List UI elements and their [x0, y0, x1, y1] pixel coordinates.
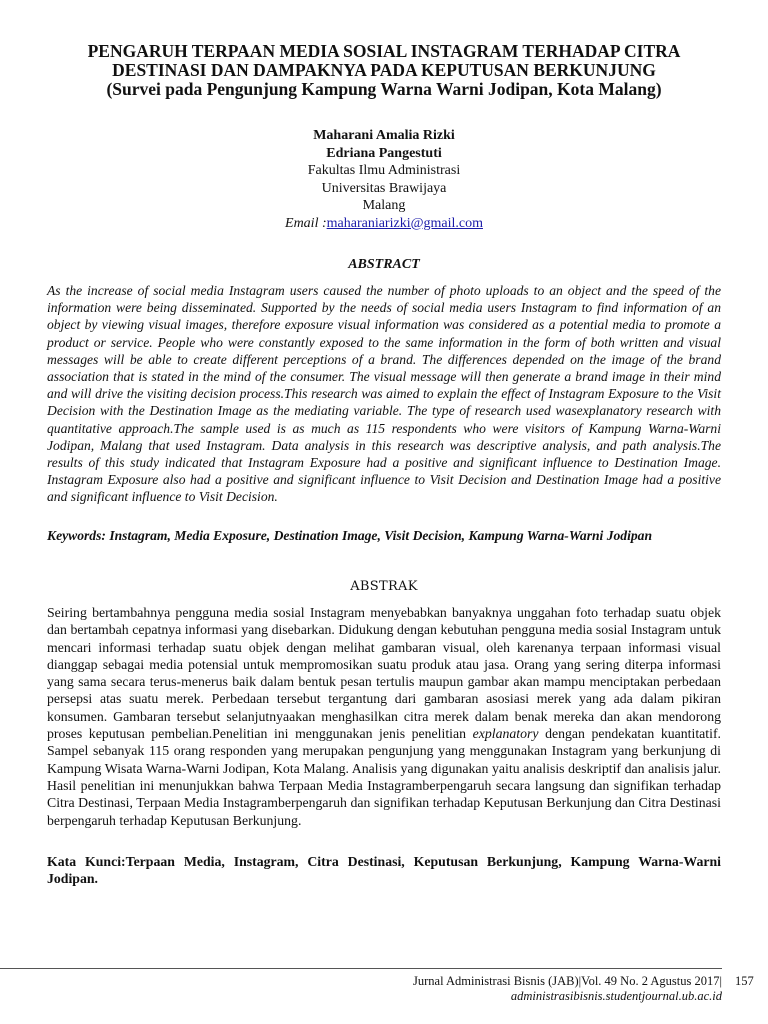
title-subtitle: (Survei pada Pengunjung Kampung Warna Warni Jodipan, Kota Malang) — [106, 79, 662, 99]
abstrak-heading: ABSTRAK — [350, 579, 418, 594]
city: Malang — [362, 198, 406, 213]
abstrak-text-italic: explanatory — [472, 726, 539, 742]
author-block — [0, 127, 768, 232]
abstract-heading: ABSTRACT — [348, 257, 420, 272]
keywords — [47, 527, 721, 544]
author-name-2: Edriana Pangestuti — [326, 145, 442, 161]
author-name-1: Maharani Amalia Rizki — [313, 128, 455, 143]
kata-kunci: Kata Kunci:Terpaan Media, Instagram, Citra Destinasi, Keputusan Berkunjung, Kampung Warna-Warni Jodipan. — [47, 854, 721, 887]
email-label: Email : — [285, 215, 327, 231]
paper-title — [40, 42, 728, 99]
footer-site: administrasibisnis.studentjournal.ub.ac.id — [510, 989, 722, 1003]
abstract-text: As the increase of social media Instagram users caused the number of photo uploads to an object and the speed of the information were being disseminated. Supported by the needs of social media users Instagram to find information of an object by viewing visual images, therefore exposure visual information was considered as a potential media to promote a product or service. People who were constantly exposed to the same information in the form of both written and visual messages will be able to create different perceptions of a brand. The differences depended on the image of the brand association that is stated in the mind of the consumer. The visual message will then generate a brand image in their mind and will drive the visiting decision process.This research was aimed to explain the effect of Instagram Exposure to the Visit Decision with the Destination Image as the mediating variable. The type of research used wasexplanatory research with quantitative approach.The sample used is as much as 115 respondents who were visitors of Kampung Warna-Warni Jodipan, Malang that used Instagram. Data analysis in this research was descriptive analysis, and path analysis.The results of this study indicated that Instagram Exposure had a positive and significant influence to Destination Image. Instagram Exposure also had a positive and significant influence to Visit Decision and Destination Image had a positive and significant influence to Visit Decision. — [47, 283, 721, 505]
footer-journal: Jurnal Administrasi Bisnis (JAB)|Vol. 49 No. 2 Agustus 2017| — [413, 974, 722, 988]
keywords-label: Keywords: — [47, 528, 106, 543]
abstrak-text-part-2: dengan pendekatan kuantitatif. Sampel sebanyak 115 orang responden yang merupakan pengunjung yang menggunakan Instagram yang berkunjung di Kampung Wisata Warna-Warni Jodipan, Kota Malang. Analisis yang digunakan yaitu analisis deskriptif dan analisis jalur. Hasil penelitian ini menunjukkan bahwa Terpaan Media Instagramberpengaruh secara langsung dan signifikan terhadap Citra Destinasi, Terpaan Media Instagramberpengaruh dan signifikan terhadap Keputusan Berkunjung dan Citra Destinasi berpengaruh terhadap Keputusan Berkunjung. — [47, 726, 722, 828]
footer-divider — [0, 968, 722, 969]
abstrak-text-part-1: Seiring bertambahnya pengguna media sosial Instagram menyebabkan banyaknya unggahan foto terhadap suatu objek dan bertambah cepatnya informasi yang disebarkan. Didukung dengan kebutuhan pengguna media sosial Instagram untuk mencari informasi terhadap suatu objek dengan melihat gambaran visual, oleh karenanya terpaan informasi visual dianggap sebagai media potensial untuk mempromosikan suatu produk atau jasa. Orang yang sering diterpa informasi yang sama secara terus-menerus baik dalam bentuk pesan tertulis maupun gambar akan mampu menciptakan perbedaan persepsi atas suatu merek. Perbedaan tersebut tergantung dari gambaran asosiasi merek yang ada dalam pikiran konsumen. Gambaran tersebut selanjutnyaakan menghasilkan citra merek dalam benak mereka dan akan mendorong proses keputusan pembelian.Penelitian ini menggunakan jenis penelitian — [47, 605, 721, 742]
email-link[interactable]: maharaniarizki@gmail.com — [326, 215, 483, 231]
keywords-value: Instagram, Media Exposure, Destination Image, Visit Decision, Kampung Warna-Warni Jodipan — [109, 528, 653, 543]
footer — [300, 974, 722, 1004]
title-line-1: PENGARUH TERPAAN MEDIA SOSIAL INSTAGRAM TERHADAP CITRA — [87, 41, 681, 61]
faculty: Fakultas Ilmu Administrasi — [307, 163, 461, 178]
title-line-2: DESTINASI DAN DAMPAKNYA PADA KEPUTUSAN BERKUNJUNG — [112, 60, 656, 80]
abstrak-text — [47, 604, 721, 829]
university: Universitas Brawijaya — [321, 180, 447, 196]
page-number: 157 — [735, 974, 754, 988]
email-line — [0, 215, 768, 233]
